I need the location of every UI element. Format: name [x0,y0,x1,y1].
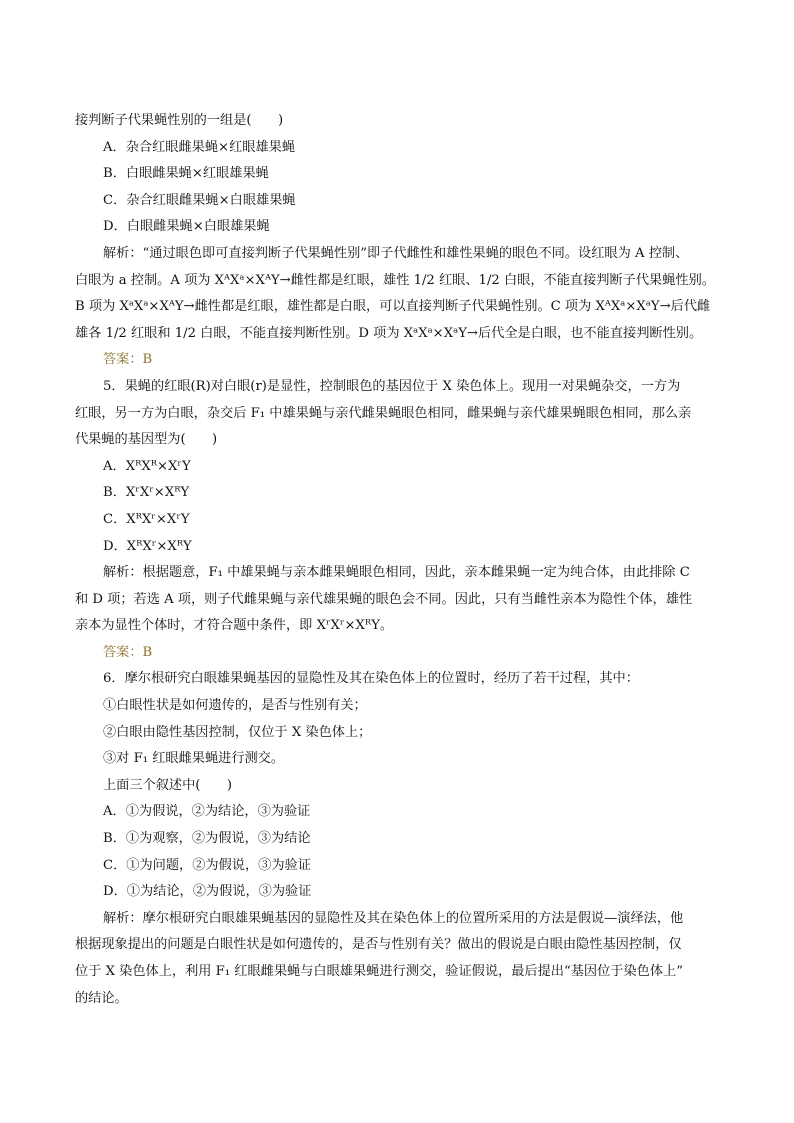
q4-option-b: B．白眼雌果蝇×红眼雄果蝇 [103,166,269,182]
q5-answer: 答案：B [103,644,153,660]
q4-option-a: A．杂合红眼雌果蝇×红眼雄果蝇 [103,139,296,155]
q5-analysis-line: 和 D 项；若选 A 项，则子代雌果蝇与亲代雄果蝇的眼色会不同。因此，只有当雌性亲本为隐性个体，雄性 [75,591,693,607]
q6-option-a: A．①为假说，②为结论，③为验证 [103,804,311,820]
q6-item-3: ③对 F₁ 红眼雌果蝇进行测交。 [103,751,285,767]
q5-stem-line: 代果蝇的基因型为( ) [75,432,218,448]
q6-stem: 6．摩尔根研究白眼雄果蝇基因的显隐性及其在染色体上的位置时，经历了若干过程，其中： [103,671,639,687]
q4-answer: 答案：B [103,352,153,368]
q5-stem-line: 5．果蝇的红眼(R)对白眼(r)是显性，控制眼色的基因位于 X 染色体上。现用一对果蝇杂交，一方为 [103,378,681,394]
q6-item-1: ①白眼性状是如何遗传的，是否与性别有关； [103,698,367,714]
q5-analysis-line: 解析：根据题意，F₁ 中雄果蝇与亲本雌果蝇眼色相同，因此，亲本雌果蝇一定为纯合体，由此排除 C [103,565,690,581]
q5-stem-line: 红眼，另一方为白眼，杂交后 F₁ 中雄果蝇与亲代雌果蝇眼色相同，雌果蝇与亲代雄果蝇眼色相同，那么亲 [75,405,692,421]
q5-option-d: D．XᴿXʳ×XᴿY [103,538,192,554]
q5-analysis-line: 亲本为显性个体时，才符合题中条件，即 XʳXʳ×XᴿY。 [75,618,394,634]
q6-option-b: B．①为观察，②为假说，③为结论 [103,831,311,847]
page-content [75,108,721,1012]
q6-analysis-line: 解析：摩尔根研究白眼雄果蝇基因的显隐性及其在染色体上的位置所采用的方法是假说—演绎法，他 [103,910,684,926]
q6-analysis-line: 位于 X 染色体上，利用 F₁ 红眼雌果蝇与白眼雄果蝇进行测交，验证假说，最后提出“基因位于染色体上” [75,964,683,979]
q5-option-b: B．XʳXʳ×XᴿY [103,485,190,501]
q4-option-c: C．杂合红眼雌果蝇×白眼雄果蝇 [103,192,296,208]
q4-analysis-line: 解析：“通过眼色即可直接判断子代果蝇性别”即子代雌性和雄性果蝇的眼色不同。设红眼为 A 控制、 [103,245,689,261]
q6-question: 上面三个叙述中( ) [103,777,232,793]
q5-option-a: A．XᴿXᴿ×XʳY [103,458,191,474]
q4-analysis-line: B 项为 XᵃXᵃ×XᴬY→雌性都是红眼，雄性都是白眼，可以直接判断子代果蝇性别。C 项为 XᴬXᵃ×XᵃY→后代雌 [75,299,711,315]
q4-analysis-line: 白眼为 a 控制。A 项为 XᴬXᵃ×XᴬY→雌性都是红眼，雄性 1/2 红眼、1/2 白眼，不能直接判断子代果蝇性别。 [75,272,715,288]
q4-option-d: D．白眼雌果蝇×白眼雄果蝇 [103,219,270,235]
q6-analysis-line: 的结论。 [75,990,128,1006]
q4-analysis-line: 雄各 1/2 红眼和 1/2 白眼，不能直接判断性别。D 项为 XᵃXᵃ×XᵃY→后代全是白眼，也不能直接判断性别。 [75,325,703,341]
q6-item-2: ②白眼由隐性基因控制，仅位于 X 染色体上； [103,724,372,740]
q5-option-c: C．XᴿXʳ×XʳY [103,511,190,527]
q6-option-c: C．①为问题，②为假说，③为验证 [103,857,311,873]
q6-analysis-line: 根据现象提出的问题是白眼性状是如何遗传的，是否与性别有关？做出的假说是白眼由隐性基因控制，仅 [75,937,682,953]
q4-stem: 接判断子代果蝇性别的一组是( ) [75,113,284,128]
q6-option-d: D．①为结论，②为假说，③为验证 [103,884,312,900]
